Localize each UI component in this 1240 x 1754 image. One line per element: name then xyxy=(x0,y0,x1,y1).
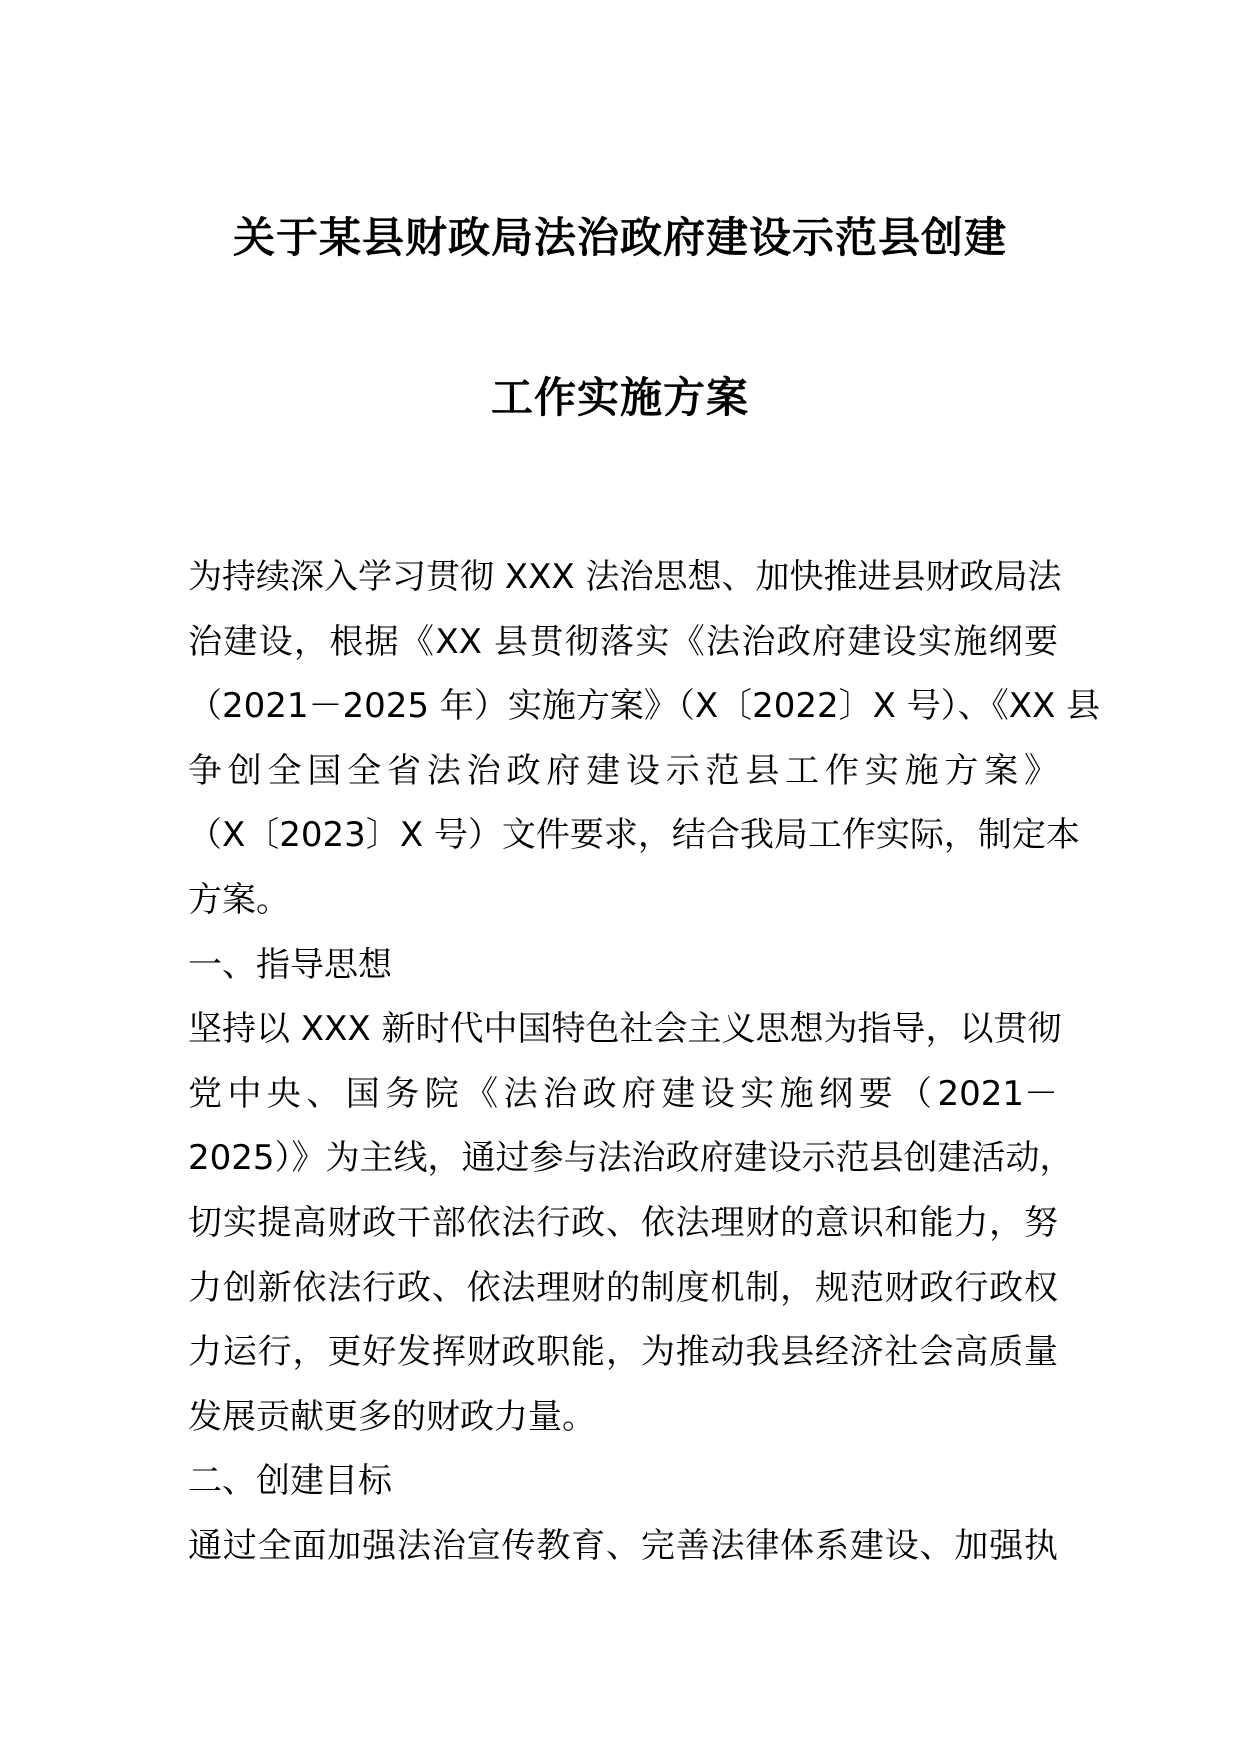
body-line: （2021－2025 年）实施方案》（X〔2022〕X 号）、《XX 县 xyxy=(188,686,1101,727)
body-line: 力创新依法行政、依法理财的制度机制，规范财政行政权 xyxy=(188,1267,1058,1308)
section-heading-creation-goals: 二、创建目标 xyxy=(188,1461,392,1502)
document-title-line-1: 关于某县财政局法治政府建设示范县创建 xyxy=(232,213,1007,262)
body-line: （X〔2023〕X 号）文件要求，结合我局工作实际，制定本 xyxy=(188,815,1080,856)
body-line: 治建设，根据《XX 县贯彻落实《法治政府建设实施纲要 xyxy=(188,621,1058,662)
body-line: 党中央、国务院《法治政府建设实施纲要（2021－ xyxy=(188,1073,1058,1114)
document-title-line-2: 工作实施方案 xyxy=(490,373,749,422)
body-line: 发展贡献更多的财政力量。 xyxy=(188,1396,596,1437)
section-heading-guiding-ideology: 一、指导思想 xyxy=(188,944,392,985)
body-line: 争创全国全省法治政府建设示范县工作实施方案》 xyxy=(188,750,1058,791)
body-line: 2025）》为主线，通过参与法治政府建设示范县创建活动， xyxy=(188,1138,1074,1179)
document-body xyxy=(188,545,1101,1579)
body-line: 通过全面加强法治宣传教育、完善法律体系建设、加强执 xyxy=(188,1525,1058,1566)
body-line: 为持续深入学习贯彻 XXX 法治思想、加快推进县财政局法 xyxy=(188,557,1062,597)
body-line: 力运行，更好发挥财政职能，为推动我县经济社会高质量 xyxy=(188,1332,1058,1373)
body-line: 坚持以 XXX 新时代中国特色社会主义思想为指导，以贯彻 xyxy=(188,1009,1062,1050)
body-line: 方案。 xyxy=(188,879,290,920)
body-line: 切实提高财政干部依法行政、依法理财的意识和能力，努 xyxy=(188,1202,1058,1243)
